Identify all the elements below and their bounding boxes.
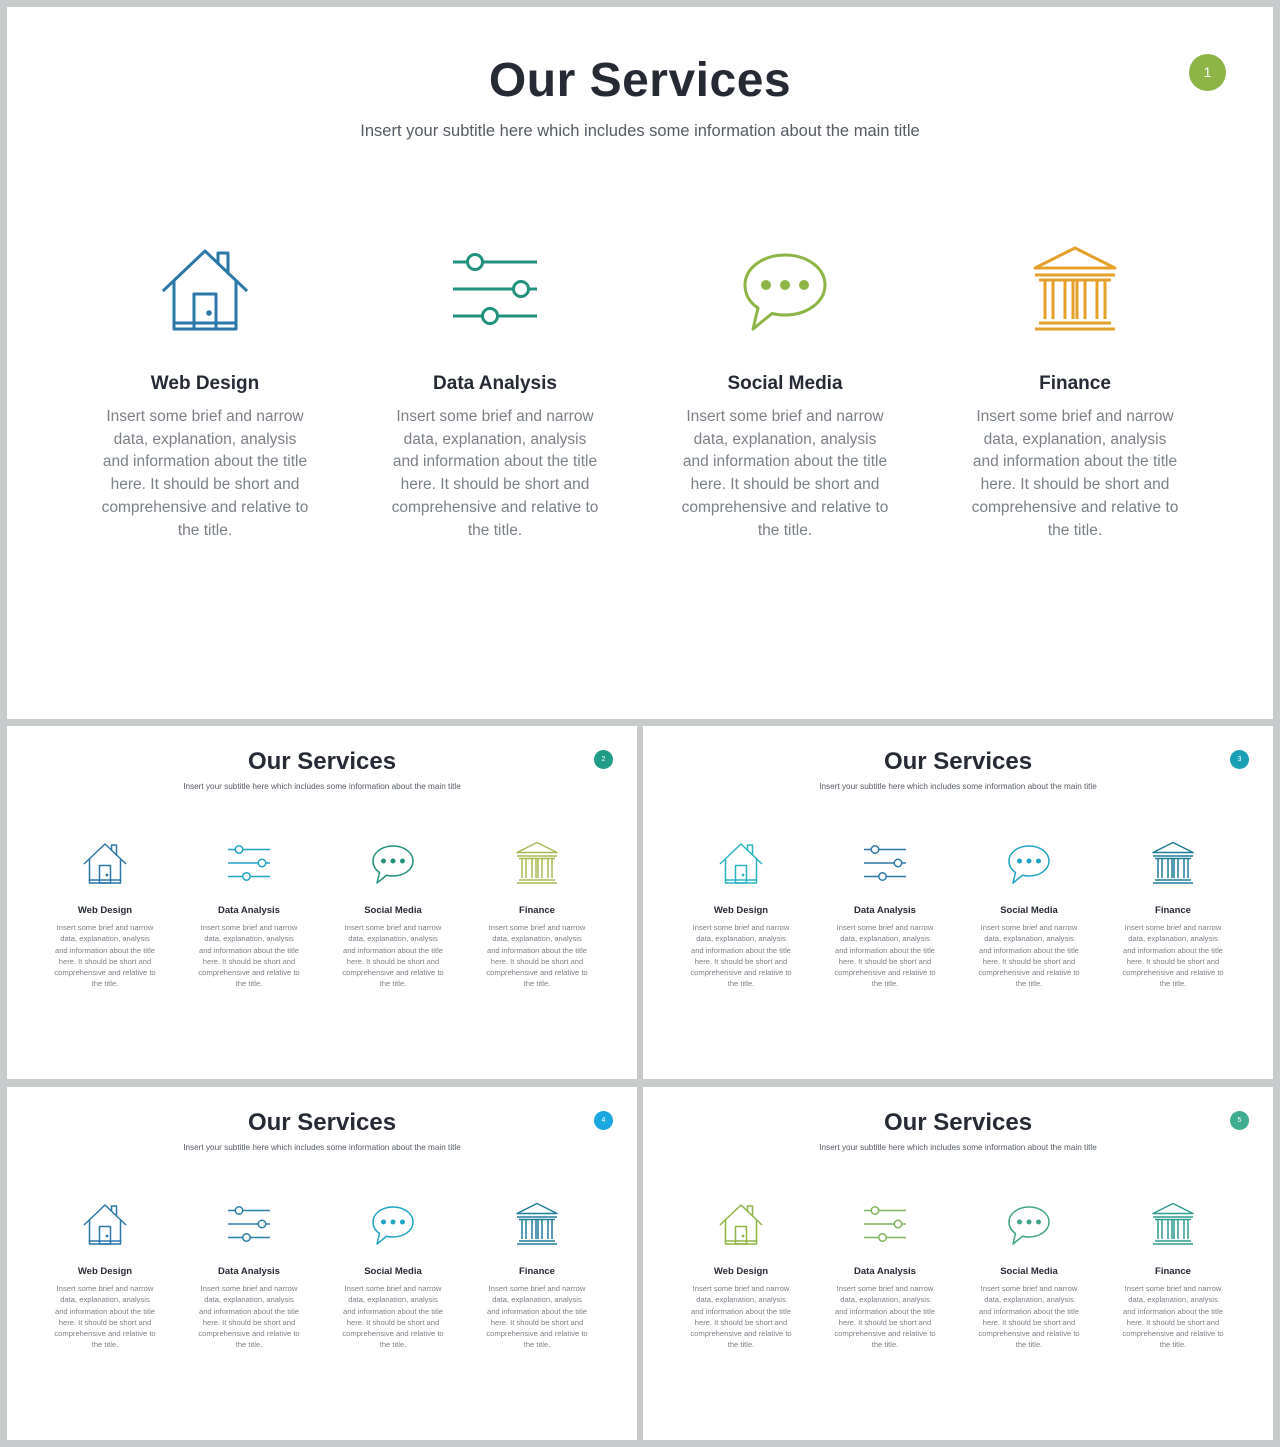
service-title: Data Analysis (433, 373, 557, 394)
service-description: Insert some brief and narrow data, explanation, analysis and information about the title here. It should be short and comprehensive and relative to the title. (1122, 923, 1224, 989)
service-title: Finance (519, 1266, 555, 1277)
speech-bubble-icon (331, 1202, 455, 1246)
service-description: Insert some brief and narrow data, explanation, analysis and information about the title here. It should be short and comprehensive and relative to the title. (54, 1284, 156, 1350)
service-title: Web Design (77, 1266, 133, 1277)
slide-1[interactable] (7, 7, 1273, 719)
slide-title: Our Services (247, 748, 397, 775)
service-title: Finance (1155, 1266, 1191, 1277)
speech-bubble-icon (967, 841, 1091, 885)
service-description: Insert some brief and narrow data, explanation, analysis and information about the title here. It should be short and comprehensive and relative to the title. (486, 1284, 588, 1350)
slide-subtitle: Insert your subtitle here which includes some information about the main title (819, 782, 1097, 791)
service-title: Finance (1039, 373, 1111, 394)
service-description: Insert some brief and narrow data, explanation, analysis and information about the title here. It should be short and comprehensive and relative to the title. (342, 1284, 444, 1350)
house-icon (679, 841, 803, 885)
service-title: Data Analysis (854, 905, 916, 916)
slide-5[interactable] (643, 1087, 1273, 1440)
service-title: Social Media (1000, 905, 1058, 916)
service-social-media (331, 841, 455, 990)
service-title: Web Design (713, 905, 769, 916)
service-title: Social Media (727, 373, 843, 394)
slide-number-badge: 1 (1189, 54, 1226, 91)
service-title: Social Media (364, 905, 422, 916)
sliders-icon (187, 841, 311, 885)
slide-3[interactable] (643, 726, 1273, 1079)
bank-icon (1111, 1202, 1235, 1246)
service-finance (950, 245, 1200, 542)
house-icon (43, 841, 167, 885)
service-title: Social Media (364, 1266, 422, 1277)
service-title: Data Analysis (218, 1266, 280, 1277)
service-description: Insert some brief and narrow data, explanation, analysis and information about the title here. It should be short and comprehensive and relative to the title. (198, 923, 300, 989)
service-finance (475, 841, 599, 990)
service-description: Insert some brief and narrow data, explanation, analysis and information about the title here. It should be short and comprehensive and relative to the title. (834, 923, 936, 989)
service-finance (1111, 1202, 1235, 1351)
service-description: Insert some brief and narrow data, explanation, analysis and information about the title here. It should be short and comprehensive and relative to the title. (391, 408, 599, 539)
slide-number-badge: 2 (594, 750, 613, 769)
sliders-icon (823, 841, 947, 885)
slide-title: Our Services (883, 748, 1033, 775)
service-social-media (967, 1202, 1091, 1351)
service-title: Finance (519, 905, 555, 916)
service-title: Social Media (1000, 1266, 1058, 1277)
service-title: Web Design (77, 905, 133, 916)
service-description: Insert some brief and narrow data, explanation, analysis and information about the title here. It should be short and comprehensive and relative to the title. (198, 1284, 300, 1350)
service-social-media (331, 1202, 455, 1351)
sliders-icon (823, 1202, 947, 1246)
sliders-icon (187, 1202, 311, 1246)
slide-subtitle: Insert your subtitle here which includes some information about the main title (183, 782, 461, 791)
service-description: Insert some brief and narrow data, explanation, analysis and information about the title here. It should be short and comprehensive and relative to the title. (1122, 1284, 1224, 1350)
house-icon (679, 1202, 803, 1246)
service-description: Insert some brief and narrow data, explanation, analysis and information about the title here. It should be short and comprehensive and relative to the title. (971, 408, 1179, 539)
service-description: Insert some brief and narrow data, explanation, analysis and information about the title here. It should be short and comprehensive and relative to the title. (54, 923, 156, 989)
bank-icon (1111, 841, 1235, 885)
service-title: Web Design (150, 373, 260, 394)
sliders-icon (370, 245, 620, 333)
service-description: Insert some brief and narrow data, explanation, analysis and information about the title here. It should be short and comprehensive and relative to the title. (486, 923, 588, 989)
service-description: Insert some brief and narrow data, explanation, analysis and information about the title here. It should be short and comprehensive and relative to the title. (342, 923, 444, 989)
service-data-analysis (187, 1202, 311, 1351)
service-description: Insert some brief and narrow data, explanation, analysis and information about the title here. It should be short and comprehensive and relative to the title. (834, 1284, 936, 1350)
speech-bubble-icon (660, 245, 910, 333)
speech-bubble-icon (331, 841, 455, 885)
bank-icon (475, 1202, 599, 1246)
service-data-analysis (823, 1202, 947, 1351)
service-finance (475, 1202, 599, 1351)
service-web-design (43, 1202, 167, 1351)
slide-title: Our Services (247, 1109, 397, 1136)
service-web-design (679, 1202, 803, 1351)
service-description: Insert some brief and narrow data, explanation, analysis and information about the title here. It should be short and comprehensive and relative to the title. (978, 923, 1080, 989)
speech-bubble-icon (967, 1202, 1091, 1246)
slide-title: Our Services (488, 54, 792, 107)
service-description: Insert some brief and narrow data, explanation, analysis and information about the title here. It should be short and comprehensive and relative to the title. (101, 408, 309, 539)
service-description: Insert some brief and narrow data, explanation, analysis and information about the title here. It should be short and comprehensive and relative to the title. (681, 408, 889, 539)
slide-number-badge: 3 (1230, 750, 1249, 769)
slide-title: Our Services (883, 1109, 1033, 1136)
service-data-analysis (823, 841, 947, 990)
slide-subtitle: Insert your subtitle here which includes some information about the main title (360, 122, 920, 140)
house-icon (80, 245, 330, 333)
service-social-media (660, 245, 910, 542)
service-finance (1111, 841, 1235, 990)
service-web-design (679, 841, 803, 990)
service-title: Web Design (713, 1266, 769, 1277)
house-icon (43, 1202, 167, 1246)
bank-icon (950, 245, 1200, 333)
slide-subtitle: Insert your subtitle here which includes some information about the main title (819, 1143, 1097, 1152)
service-web-design (43, 841, 167, 990)
service-data-analysis (187, 841, 311, 990)
service-data-analysis (370, 245, 620, 542)
service-title: Data Analysis (218, 905, 280, 916)
service-web-design (80, 245, 330, 542)
service-title: Finance (1155, 905, 1191, 916)
slide-number-badge: 4 (594, 1111, 613, 1130)
service-description: Insert some brief and narrow data, explanation, analysis and information about the title here. It should be short and comprehensive and relative to the title. (690, 1284, 792, 1350)
bank-icon (475, 841, 599, 885)
slide-4[interactable] (7, 1087, 637, 1440)
slide-number-badge: 5 (1230, 1111, 1249, 1130)
service-description: Insert some brief and narrow data, explanation, analysis and information about the title here. It should be short and comprehensive and relative to the title. (690, 923, 792, 989)
service-social-media (967, 841, 1091, 990)
slide-2[interactable] (7, 726, 637, 1079)
service-description: Insert some brief and narrow data, explanation, analysis and information about the title here. It should be short and comprehensive and relative to the title. (978, 1284, 1080, 1350)
service-title: Data Analysis (854, 1266, 916, 1277)
slide-subtitle: Insert your subtitle here which includes some information about the main title (183, 1143, 461, 1152)
